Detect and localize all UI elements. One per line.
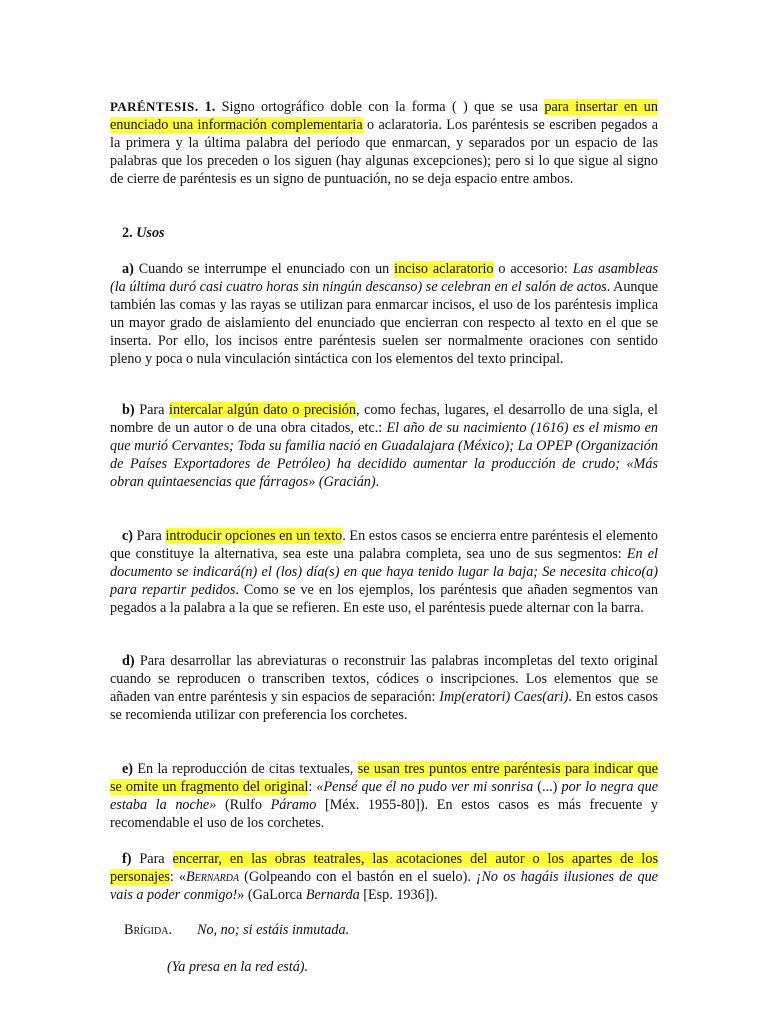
use-item-a (110, 261, 658, 368)
text-run: En la reproducción de citas textuales, (133, 761, 358, 777)
item-letter: b) (122, 402, 135, 418)
term-heading: PARÉNTESIS (110, 99, 195, 114)
text-run: [Esp. 1936]). (359, 886, 438, 903)
use-item-e (110, 761, 658, 833)
text-run: (...) (533, 778, 562, 795)
text-run: Para (131, 851, 173, 867)
text-run: . En estos casos se encierra entre paréntesis el elemento que constituye la alternativa, sea este una palabra completa, sea uno de sus segmentos: (110, 528, 658, 562)
example-text: por lo negra que estaba la noche» (110, 778, 658, 813)
text-run: o aclaratoria. Los paréntesis se escriben pegados a la primera y la última palabra del período que enmarcan, y separados por un espacio de las palabras que los preceden o los siguen (hay algunas excepciones); pero si lo que sigue al signo de cierre de paréntesis es un signo de puntuación, no se deja espacio entre ambos. (110, 116, 658, 187)
text-run: » (GaLorca (237, 886, 306, 903)
term-dot: . (194, 99, 205, 115)
text-run: Cuando se interrumpe el enunciado con un (133, 261, 395, 277)
example-text: Las asambleas (la última duró casi cuatro horas sin ningún descanso) se celebran en el salón de actos (110, 261, 658, 295)
text-run: o accesorio: (493, 261, 573, 277)
text-run: . Como se ve en los ejemplos, los paréntesis que añaden segmentos van pegados a la palabra a la que se refieren. En este uso, el paréntesis puede alternar con la barra. (110, 581, 659, 616)
item-letter: a) (122, 261, 134, 277)
use-item-b (110, 402, 658, 492)
text-run: : « (169, 868, 186, 885)
text-run: Para (133, 528, 166, 544)
use-item-c (110, 528, 658, 618)
quote-line-2: (Ya presa en la red está). (167, 959, 309, 975)
text-run: : (308, 778, 317, 795)
highlighted-text: para insertar en un enunciado una información complementaria (110, 99, 658, 133)
definition-paragraph (110, 98, 658, 189)
text-run: Para (134, 402, 170, 418)
section-title: Usos (136, 225, 165, 241)
quote-line-1: No, no; si estáis inmutada. (197, 922, 350, 938)
text-run: . En estos casos se recomienda utilizar con preferencia los corchetes. (110, 688, 658, 723)
item-letter: c) (122, 528, 134, 544)
highlighted-text: introducir opciones en un texto (165, 528, 343, 544)
highlighted-text: inciso aclaratorio (394, 261, 494, 277)
text-run: (Rulfo (216, 796, 271, 813)
speaker-name: Brígida. (124, 922, 173, 938)
section-heading-usos (122, 224, 165, 242)
highlighted-text: encerrar, en las obras teatrales, las acotaciones del autor o los apartes de los personajes (110, 851, 658, 885)
character-name: Bernarda (185, 868, 240, 885)
item-letter: f) (122, 851, 132, 867)
highlighted-text: se usan tres puntos entre paréntesis para indicar que se omite un fragmento del original (110, 761, 658, 795)
work-title: Bernarda (305, 886, 360, 903)
text-run: . (375, 473, 380, 490)
text-run: (Golpeando con el bastón en el suelo). (239, 868, 476, 885)
text-run: [Méx. 1955-80]). En estos casos es más frecuente y recomendable el uso de los corchetes. (110, 796, 658, 831)
example-text: El año de su nacimiento (1616) es el mismo en que murió Cervantes; Toda su familia nació en Guadalajara (México); La OPEP (Organización de Países Exportadores de Petróleo) ha decidido aumentar la producción de crudo; «Más obran quintaesencias que fárragos» (Gracián) (110, 419, 658, 490)
text-run: Para desarrollar las abreviaturas o reconstruir las palabras incompletas del texto original cuando se reproducen o transcriben textos, códices o inscripciones. Los elementos que se añaden van entre paréntesis y sin espacios de separación: (110, 653, 658, 705)
item-letter: e) (122, 761, 134, 777)
text-run: Signo ortográfico doble con la forma ( ) que se usa (215, 99, 545, 115)
example-text: En el documento se indicará(n) el (los) día(s) en que haya tenido lugar la baja; Se necesita chico(a) para repartir pedidos (110, 545, 658, 598)
work-title: Páramo (270, 796, 317, 813)
item-letter: d) (122, 653, 135, 669)
section-number: 2. (122, 225, 137, 241)
quote-speaker (124, 921, 172, 939)
use-item-f (110, 851, 658, 905)
use-item-d (110, 653, 658, 725)
text-run: . Aunque también las comas y las rayas se utilizan para enmarcar incisos, el uso de los paréntesis implica un mayor grado de aislamiento del enunciado que encierran con respecto al texto en el que se inserta. Por ello, los incisos entre paréntesis suelen ser normalmente oraciones con sentido pleno y poca o nula vinculación sintáctica con los elementos del texto principal. (110, 278, 658, 367)
section-number: 1. (204, 99, 216, 115)
example-text: Imp(eratori) Caes(ari) (439, 688, 569, 705)
example-text: «Pensé que él no pudo ver mi sonrisa (316, 778, 534, 795)
highlighted-text: intercalar algún dato o precisión (169, 402, 356, 418)
example-text: ¡No os hagáis ilusiones de que vais a poder conmigo! (110, 868, 658, 903)
text-run: , como fechas, lugares, el desarrollo de una sigla, el nombre de un autor o de una obra citados, etc.: (110, 402, 658, 436)
